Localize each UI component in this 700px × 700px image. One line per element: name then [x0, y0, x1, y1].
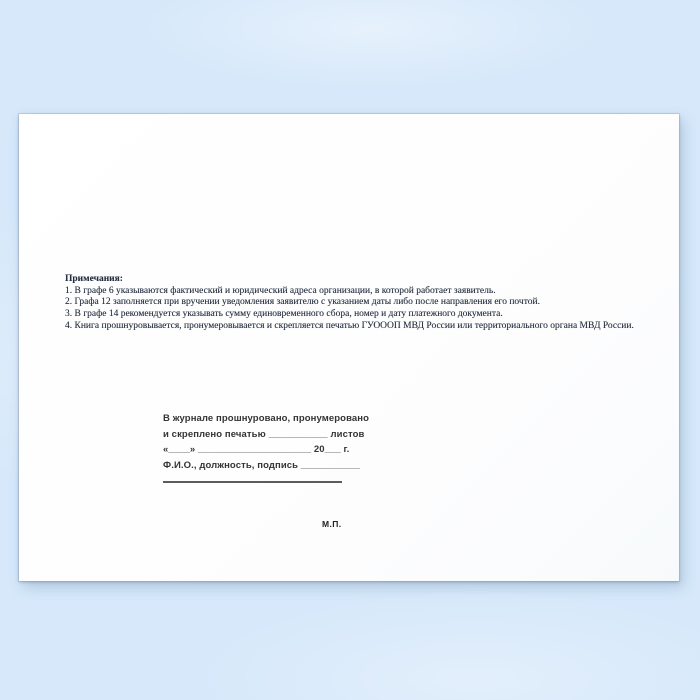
- binding-line-sealed-sheets: и скреплено печатью ___________ листов: [163, 428, 365, 440]
- binding-line-laced: В журнале прошнуровано, пронумеровано: [163, 413, 370, 424]
- note-item-1: 1. В графе 6 указываются фактический и юридический адреса организации, в которой работает заявитель.: [65, 285, 496, 296]
- signature-rule-line: [163, 481, 342, 483]
- seal-placeholder: М.П.: [322, 519, 342, 529]
- note-item-4: 4. Книга прошнуровывается, пронумеровывается и скрепляется печатью ГУОООП МВД России или территориального органа МВД России.: [65, 320, 634, 331]
- binding-record-block: [163, 411, 370, 483]
- notes-heading: Примечания:: [65, 274, 123, 284]
- note-item-3: 3. В графе 14 рекомендуется указывать сумму единовременного сбора, номер и дату платежного документа.: [65, 309, 503, 320]
- note-item-2: 2. Графа 12 заполняется при вручении уведомления заявителю с указанием даты либо после направления его почтой.: [65, 297, 540, 308]
- document-page: [19, 114, 679, 581]
- notes-section: [65, 274, 645, 333]
- binding-line-name-position-signature: Ф.И.О., должность, подпись ___________: [163, 459, 361, 471]
- binding-line-date: «____» _____________________ 20___ г.: [163, 444, 350, 455]
